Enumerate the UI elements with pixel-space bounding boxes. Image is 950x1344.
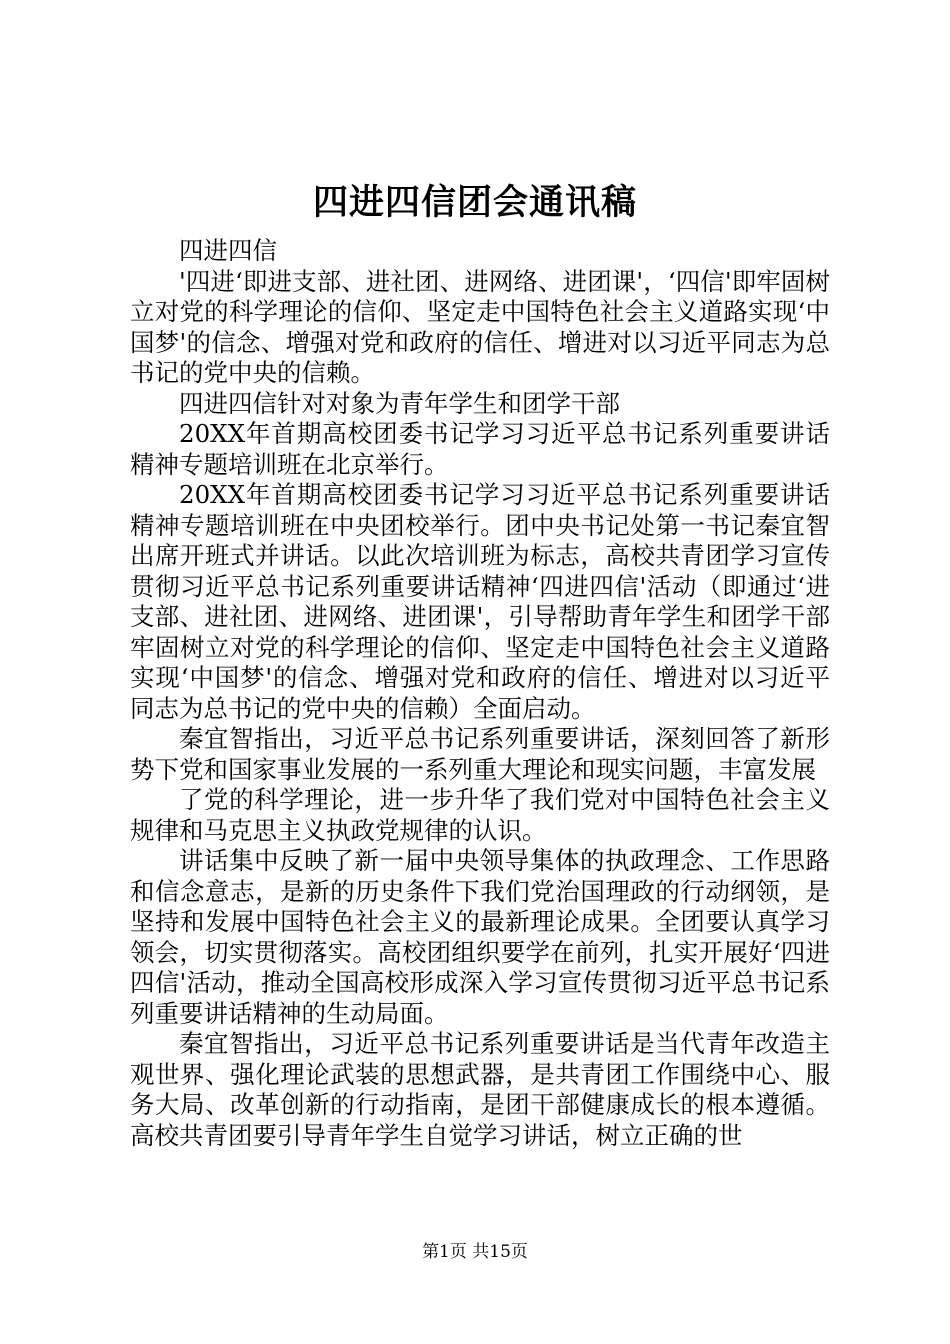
page-number-footer: 第1页 共15页 [422,1242,528,1262]
document-title: 四进四信团会通讯稿 [312,182,637,223]
paragraph: 秦宜智指出，习近平总书记系列重要讲话是当代青年改造主观世界、强化理论武装的思想武器，是共青团工作围绕中心、服务大局、改革创新的行动指南，是团干部健康成长的根本遵循。高校共青团要引导青年学生自觉学习讲话，树立正确的世 [130,1029,830,1150]
document-body [130,236,830,1151]
paragraph: '四进‘即进支部、进社团、进网络、进团课'，‘四信'即牢固树立对党的科学理论的信仰、坚定走中国特色社会主义道路实现‘中国梦'的信念、增强对党和政府的信任、增进对以习近平同志为总书记的党中央的信赖。 [130,266,830,387]
paragraph: 20XX年首期高校团委书记学习习近平总书记系列重要讲话精神专题培训班在中央团校举行。团中央书记处第一书记秦宜智出席开班式并讲话。以此次培训班为标志，高校共青团学习宣传贯彻习近平总书记系列重要讲话精神‘四进四信'活动（即通过‘进支部、进社团、进网络、进团课'，引导帮助青年学生和团学干部牢固树立对党的科学理论的信仰、坚定走中国特色社会主义道路实现‘中国梦'的信念、增强对党和政府的信任、增进对以习近平同志为总书记的党中央的信赖）全面启动。 [130,480,830,723]
paragraph: 四进四信 [179,236,277,265]
paragraph: 20XX年首期高校团委书记学习习近平总书记系列重要讲话精神专题培训班在北京举行。 [130,419,830,479]
paragraph: 秦宜智指出，习近平总书记系列重要讲话，深刻回答了新形势下党和国家事业发展的一系列重大理论和现实问题，丰富发展 [130,724,830,784]
paragraph: 四进四信针对对象为青年学生和团学干部 [179,388,620,418]
paragraph: 了党的科学理论，进一步升华了我们党对中国特色社会主义规律和马克思主义执政党规律的认识。 [130,785,830,845]
paragraph: 讲话集中反映了新一届中央领导集体的执政理念、工作思路和信念意志，是新的历史条件下我们党治国理政的行动纲领，是坚持和发展中国特色社会主义的最新理论成果。全团要认真学习领会，切实贯彻落实。高校团组织要学在前列，扎实开展好‘四进四信'活动，推动全国高校形成深入学习宣传贯彻习近平总书记系列重要讲话精神的生动局面。 [130,846,830,1028]
